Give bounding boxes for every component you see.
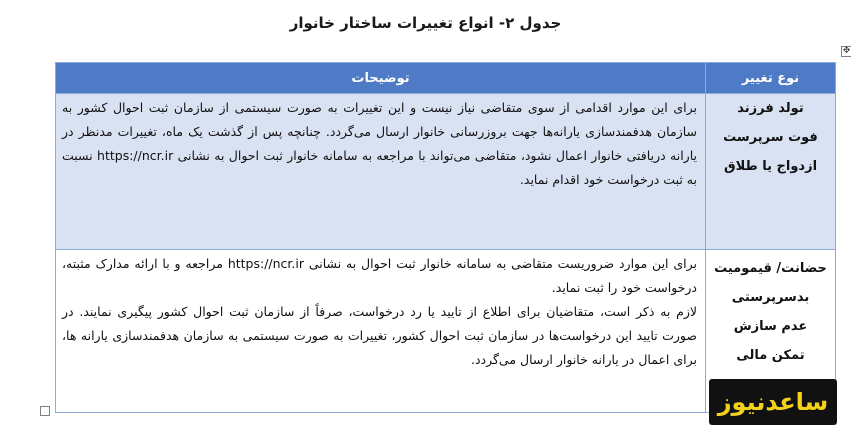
- type-cell: [706, 94, 836, 250]
- description-paragraph: لازم به ذکر است، متقاضیان برای اطلاع از تایید یا رد درخواست، صرفاً از سازمان ثبت احوال کشور پیگیری نمایند. در صورت تایید این درخواست‌ها در سازمان ثبت احوال کشور، تغییرات به صورت سیستمی به سازمان هدفمندسازی یارانه ها، برای اعمال در یارانه خانوار ارسال می‌گردد.: [62, 304, 697, 367]
- header-type: نوع تغییر: [706, 63, 836, 94]
- type-item: ازدواج یا طلاق: [723, 159, 818, 174]
- table-caption: جدول ۲- انواع تغییرات ساختار خانوار: [289, 14, 562, 32]
- type-item: تولد فرزند: [737, 101, 804, 116]
- changes-table: [55, 62, 836, 413]
- description-paragraph: برای این موارد ضروریست متقاضی به سامانه خانوار ثبت احوال به نشانی https://ncr.ir مراجعه و با ارائه مدارک مثبته، درخواست خود را ثبت نماید.: [62, 256, 698, 295]
- type-item: حضانت/ قیمومیت: [714, 261, 827, 276]
- type-item: بدسرپرستی: [731, 290, 810, 305]
- header-description: توضیحات: [56, 63, 706, 94]
- table-row: [56, 94, 836, 250]
- type-item: فوت سرپرست: [723, 130, 818, 145]
- description-cell[interactable]: [56, 94, 706, 250]
- resize-handle-icon[interactable]: [40, 406, 50, 416]
- watermark-logo: ساعدنیوز: [709, 379, 837, 425]
- description-paragraph: برای این موارد اقدامی از سوی متقاضی نیاز نیست و این تغییرات به صورت سیستمی از سازمان ثبت احوال کشور به سازمان هدفمندسازی یارانه‌ها جهت بروزرسانی خانوار ارسال می‌گردد. چنانچه پس از گذشت یک ماه، تغییرات مدنظر در یارانه دریافتی خانوار اعمال نشود، متقاضی می‌تواند با مراجعه به سامانه خانوار ثبت احوال به نشانی https://ncr.ir نسبت به ثبت درخواست خود اقدام نماید.: [62, 100, 697, 187]
- move-icon[interactable]: ✥: [842, 46, 851, 56]
- description-cell[interactable]: [56, 250, 706, 413]
- table-header-row: [56, 63, 836, 94]
- type-item: عدم سازش: [733, 319, 808, 334]
- type-item: تمکن مالی: [736, 348, 805, 363]
